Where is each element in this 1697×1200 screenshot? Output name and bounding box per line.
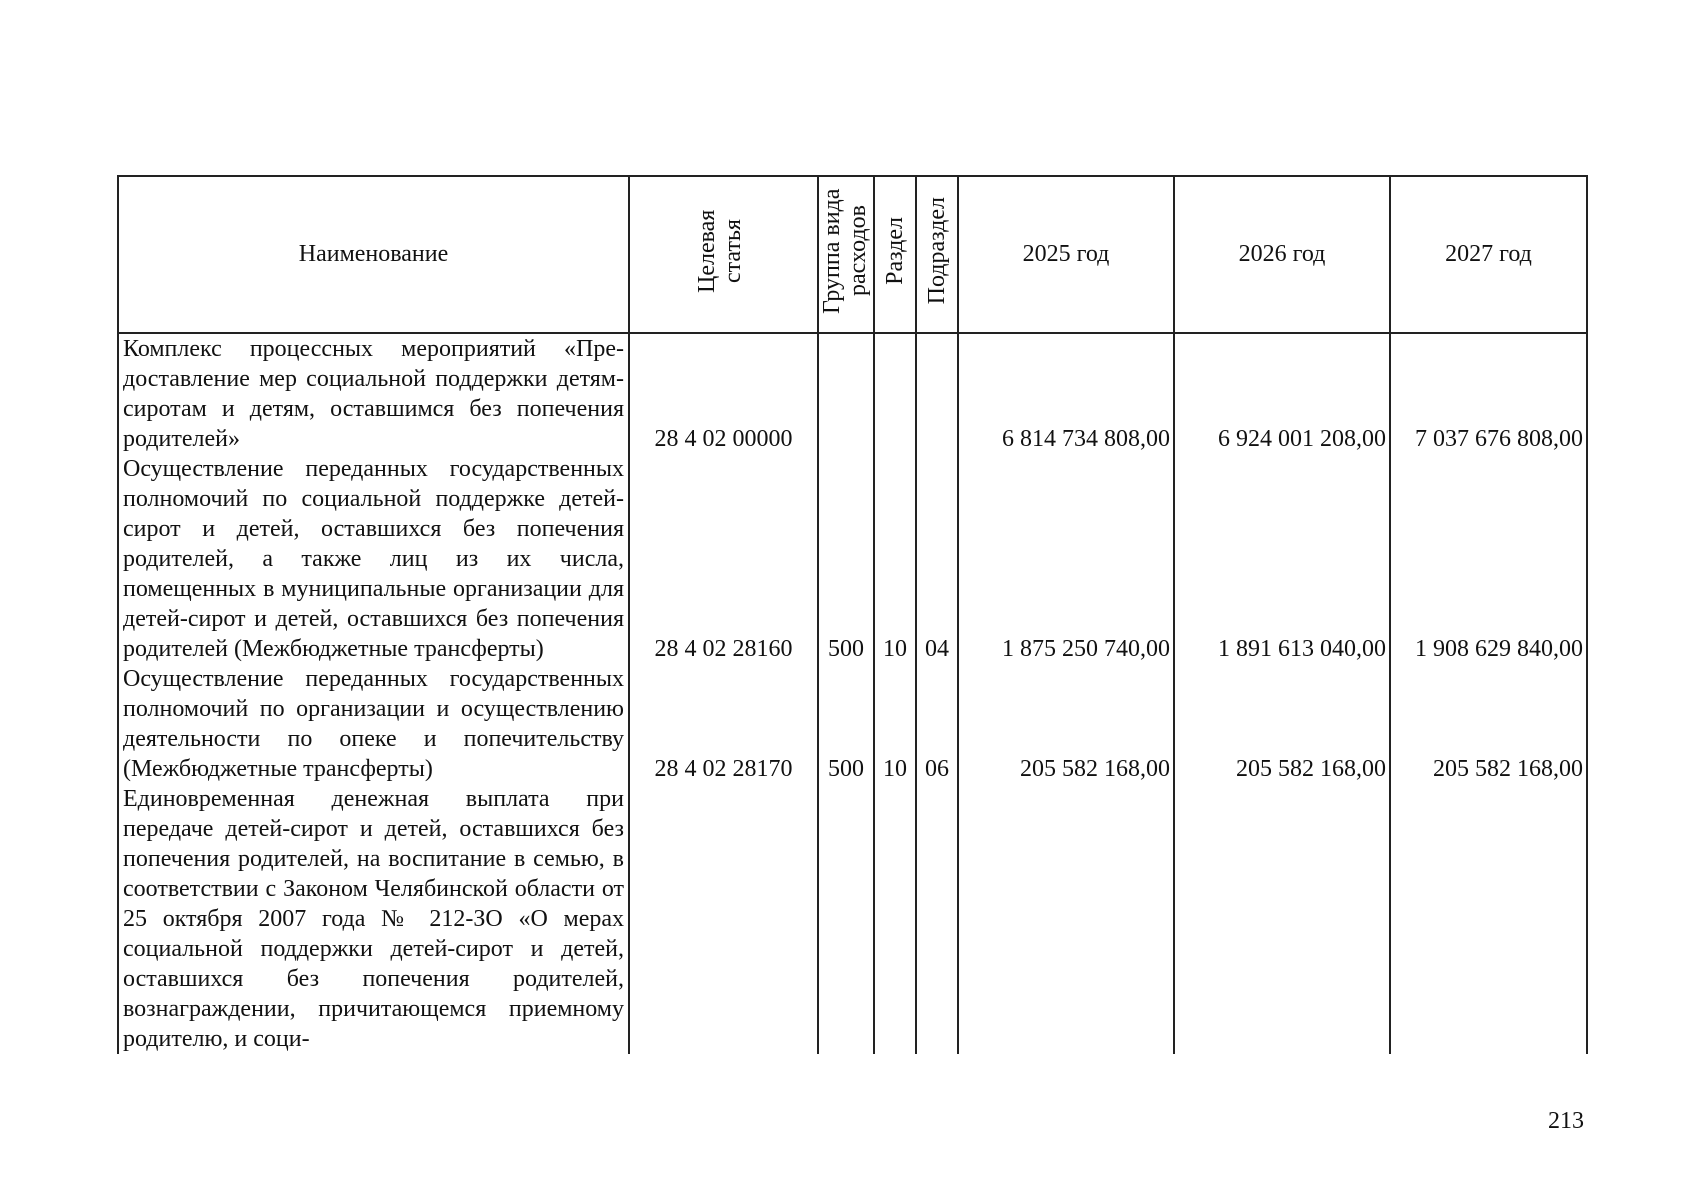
row-2027: [1390, 784, 1587, 1054]
header-expense-group: [818, 176, 874, 333]
table-body: [118, 333, 1587, 1054]
row-2025: [958, 784, 1174, 1054]
header-section: [874, 176, 916, 333]
header-name: Наименование: [118, 176, 629, 333]
row-2025: 6 814 734 808,00: [958, 333, 1174, 454]
row-expense-group: 500: [818, 664, 874, 784]
header-2027: 2027 год: [1390, 176, 1587, 333]
row-expense-group: [818, 333, 874, 454]
header-target-article: [629, 176, 818, 333]
row-target-article: 28 4 02 28160: [629, 454, 818, 664]
row-2027: 7 037 676 808,00: [1390, 333, 1587, 454]
row-2025: 205 582 168,00: [958, 664, 1174, 784]
row-expense-group: 500: [818, 454, 874, 664]
row-section: 10: [874, 454, 916, 664]
header-row: [118, 176, 1587, 333]
row-2026: 1 891 613 040,00: [1174, 454, 1390, 664]
row-subsection: 04: [916, 454, 958, 664]
row-section: [874, 784, 916, 1054]
header-expense-group-label: Группа вида расходов: [819, 188, 871, 314]
row-2025: 1 875 250 740,00: [958, 454, 1174, 664]
header-target-article-label: Целевая статья: [693, 209, 746, 293]
table-row: [118, 664, 1587, 784]
header-subsection-label: Подраздел: [924, 197, 950, 305]
row-name: Осуществление переданных государственных полномочий по социальной поддержке детей-сирот и детей, оставшихся без попечения родителей, а также лиц из их числа, помещенных в муниципальные организации для детей-сирот и детей, оставшихся без попечения родителей (Межбюджетные трансферты): [118, 454, 629, 664]
header-2025: 2025 год: [958, 176, 1174, 333]
row-name: Осуществление переданных государственных полномочий по организации и осуществлению деятельности по опеке и попечительству (Межбюджетные трансферты): [118, 664, 629, 784]
budget-table: [117, 175, 1588, 1054]
row-section: 10: [874, 664, 916, 784]
row-expense-group: [818, 784, 874, 1054]
row-2026: 205 582 168,00: [1174, 664, 1390, 784]
row-subsection: [916, 333, 958, 454]
row-target-article: 28 4 02 28170: [629, 664, 818, 784]
table-row: [118, 784, 1587, 1054]
row-2026: [1174, 784, 1390, 1054]
row-name: Комплекс процессных мероприятий «Предоставление мер социальной поддержки детям-сиротам и детям, оставшимся без попечения родителей»: [118, 333, 629, 454]
table-row: [118, 333, 1587, 454]
page-number: 213: [1548, 1108, 1584, 1134]
row-2026: 6 924 001 208,00: [1174, 333, 1390, 454]
header-2026: 2026 год: [1174, 176, 1390, 333]
row-name: Единовременная денежная выплата при передаче детей-сирот и детей, оставшихся без попечения родителей, на воспитание в семью, в соответствии с Законом Челябинской области от 25 октября 2007 года № 212-ЗО «О мерах социальной поддержки детей-сирот и детей, оставшихся без попечения родителей, вознаграждении, причитающемся приемному родителю, и соци-: [118, 784, 629, 1054]
table-row: [118, 454, 1587, 664]
row-subsection: 06: [916, 664, 958, 784]
header-section-label: Раздел: [882, 217, 908, 285]
row-section: [874, 333, 916, 454]
table-header: [118, 176, 1587, 333]
row-2027: 1 908 629 840,00: [1390, 454, 1587, 664]
row-subsection: [916, 784, 958, 1054]
row-2027: 205 582 168,00: [1390, 664, 1587, 784]
row-target-article: [629, 784, 818, 1054]
header-subsection: [916, 176, 958, 333]
row-target-article: 28 4 02 00000: [629, 333, 818, 454]
